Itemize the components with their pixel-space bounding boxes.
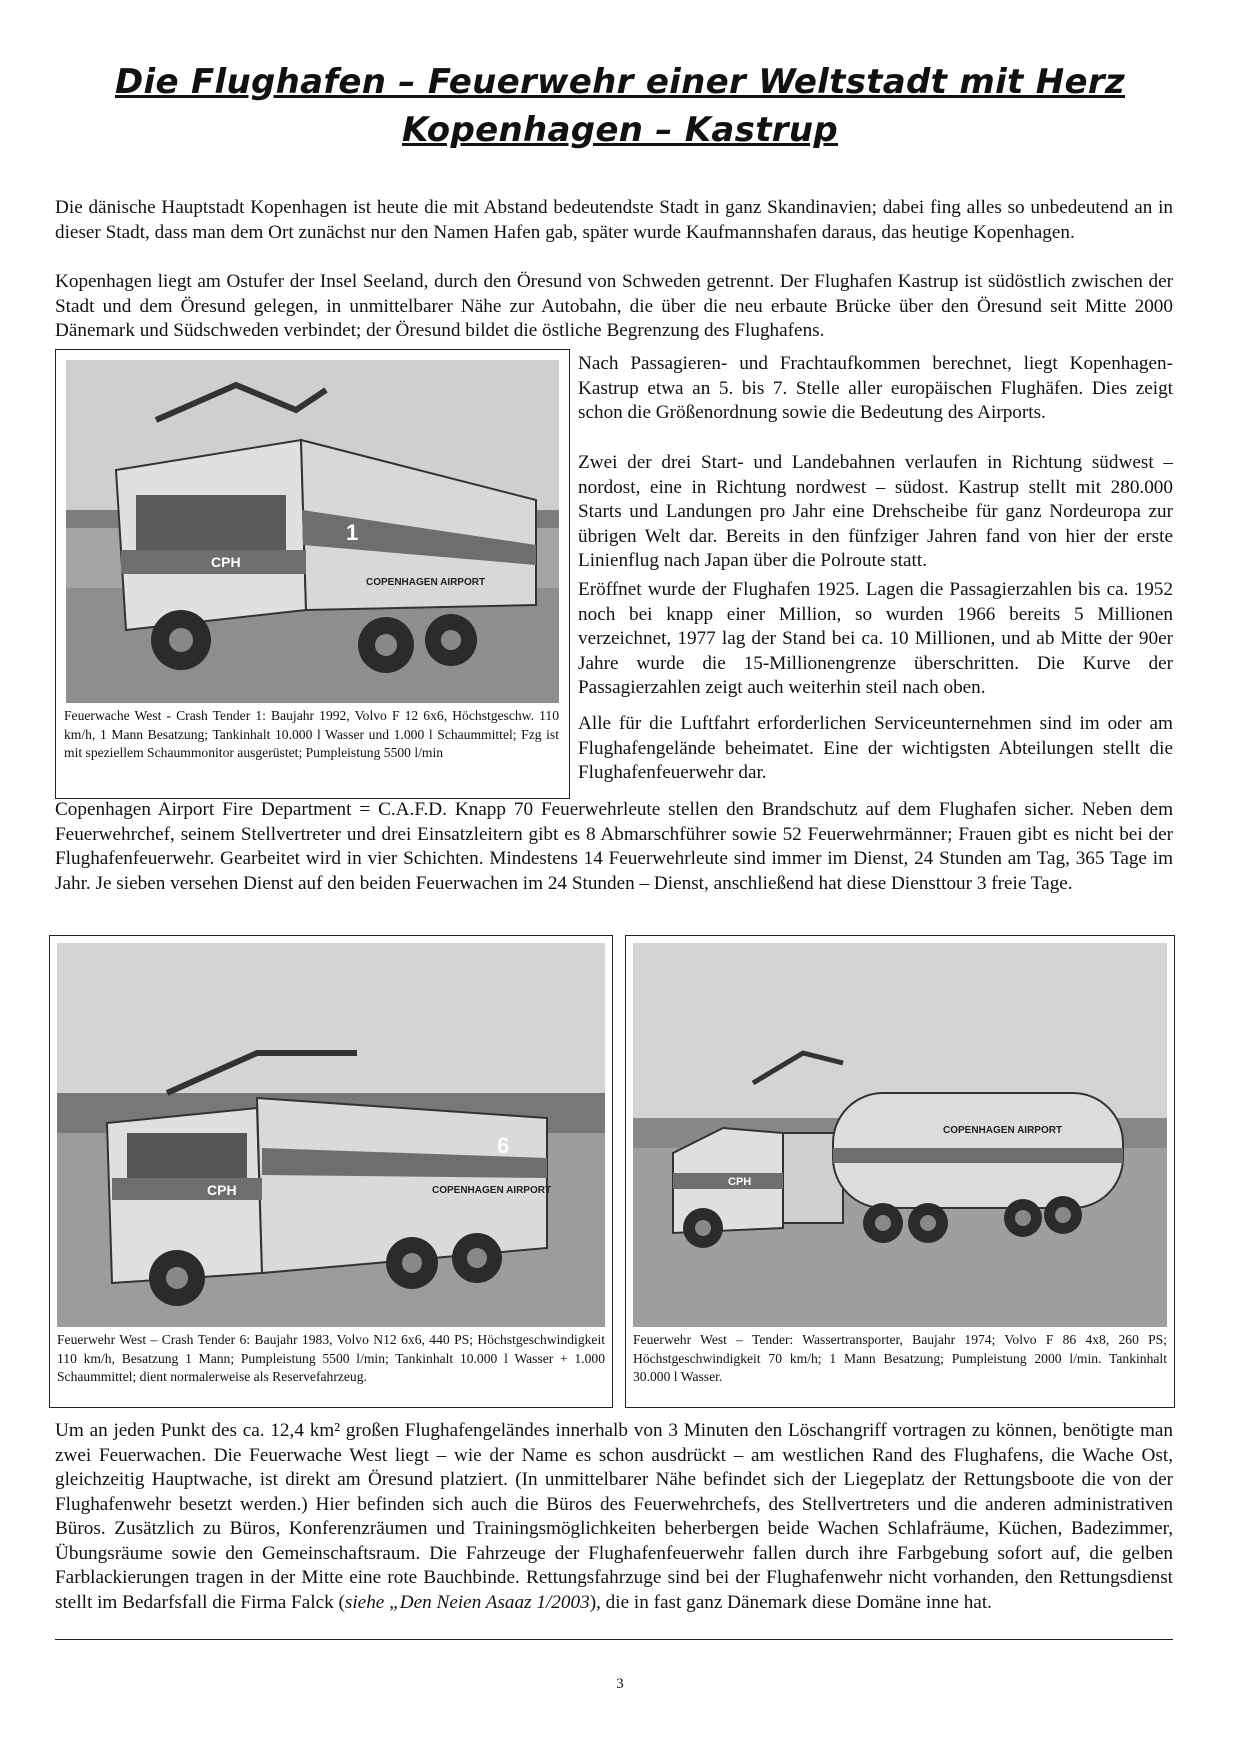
bottom-paragraph-reference: siehe „Den Neien Asaaz 1/2003: [344, 1591, 590, 1613]
photo-frame-crash-tender-1: [55, 349, 570, 799]
photo-water-tender: [633, 943, 1167, 1327]
caption-crash-tender-1: Feuerwache West - Crash Tender 1: Baujahr 1992, Volvo F 12 6x6, Höchstgeschw. 110 km/h, 1 Mann Besatzung; Tankinhalt 10.000 l Wasser und 1.000 l Schaummittel; Fzg ist mit speziellem Schaummonitor ausgerüstet; Pumpleistung 5500 l/min: [64, 708, 559, 760]
right-column-paragraph-4: Alle für die Luftfahrt erforderlichen Serviceunternehmen sind im oder am Flughafengelände beheimatet. Eine der wichtigsten Abteilungen stellt die Flughafenfeuerwehr dar.: [578, 713, 1173, 783]
truck-number-1: 1: [346, 520, 359, 545]
truck-label-airport: COPENHAGEN AIRPORT: [432, 1185, 552, 1196]
truck-number-6: 6: [497, 1133, 510, 1158]
right-column-paragraph-3: Eröffnet wurde der Flughafen 1925. Lagen die Passagierzahlen bis ca. 1952 noch bei knapp einer Million, so wurden 1966 bereits 5 Millionen verzeichnet, 1977 lag der Stand bei ca. 10 Millionen, und ab Mitte der 90er Jahre wurde die 15-Millionengrenze überschritten. Die Kurve der Passagierzahlen zeigt auch weiterhin steil nach oben.: [578, 579, 1173, 698]
caption-crash-tender-6: Feuerwehr West – Crash Tender 6: Baujahr 1983, Volvo N12 6x6, 440 PS; Höchstgeschwindigkeit 110 km/h, Besatzung 1 Mann; Pumpleistung 5500 l/min; Tankinhalt 10.000 l Wasser + 1.000 Schaummittel; dient normalerweise als Reservefahrzeug.: [57, 1332, 605, 1384]
truck-label-airport: COPENHAGEN AIRPORT: [943, 1125, 1063, 1136]
truck-label-cph: CPH: [211, 554, 241, 570]
intro-paragraph-1: Die dänische Hauptstadt Kopenhagen ist heute die mit Abstand bedeutendste Stadt in ganz Skandinavien; dabei fing alles so unbedeutend an in dieser Stadt, dass man dem Ort zunächst nur den Namen Hafen gab, später wurde Kaufmannshafen daraus, das heutige Kopenhagen.: [55, 197, 1173, 243]
page-subtitle: Kopenhagen – Kastrup: [402, 110, 838, 150]
photo-frame-water-tender: [625, 935, 1175, 1408]
truck-label-airport: COPENHAGEN AIRPORT: [366, 577, 486, 588]
bottom-paragraph-end: ), die in fast ganz Dänemark diese Domäne inne hat.: [589, 1591, 992, 1613]
photo-crash-tender-6: [57, 943, 605, 1327]
page-number: 3: [616, 1676, 624, 1692]
right-column-paragraph-1: Nach Passagieren- und Frachtaufkommen berechnet, liegt Kopenhagen-Kastrup etwa an 5. bis 7. Stelle aller europäischen Flughäfen. Dies zeigt schon die Größenordnung sowie die Bedeutung des Airports.: [578, 353, 1173, 423]
photo-crash-tender-1: [66, 360, 559, 703]
truck-label-cph: CPH: [728, 1176, 752, 1188]
right-column-paragraph-2: Zwei der drei Start- und Landebahnen verlaufen in Richtung südwest – nordost, eine in Richtung nordwest – südost. Kastrup stellt mit 280.000 Starts und Landungen pro Jahr eine Drehscheibe für ganz Nordeuropa zur übrigen Welt dar. Bereits in den fünfziger Jahren fand von hier der erste Linienflug nach Japan über die Polroute statt.: [578, 452, 1173, 571]
page-title: Die Flughafen – Feuerwehr einer Weltstadt mit Herz: [114, 62, 1125, 102]
bottom-paragraph-text: Um an jeden Punkt des ca. 12,4 km² großen Flughafengeländes innerhalb von 3 Minuten den Löschangriff vortragen zu können, benötigte man zwei Feuerwachen. Die Feuerwache West liegt – wie der Name es schon ausdrückt – am westlichen Rand des Flughafens, die Wache Ost, gleichzeitig Hauptwache, ist direkt am Öresund platziert. (In unmittelbarer Nähe befindet sich der Liegeplatz der Rettungsboote die von der Flughafenwehr besetzt werden.) Hier befinden sich auch die Büros des Feuerwehrchefs, des Stellvertreters und die anderen administrativen Büros. Zusätzlich zu Büros, Konferenzräumen und Trainingsmöglichkeiten beherbergen beide Wachen Schlafräume, Küchen, Badezimmer, Übungsräume sowie den Gemeinschaftsraum. Die Fahrzeuge der Flughafenfeuerwehr fallen durch ihre Farbgebung sofort auf, die gelben Farblackierungen tragen in der Mitte eine rote Bauchbinde. Rettungsfahrzuge sind bei der Flughafenwehr nicht vorhanden, den Rettungsdienst stellt im Bedarfsfall die Firma Falck (: [55, 1420, 1173, 1613]
photo-frame-crash-tender-6: [49, 935, 613, 1408]
truck-label-cph: CPH: [207, 1182, 237, 1198]
cafd-paragraph: Copenhagen Airport Fire Department = C.A.F.D. Knapp 70 Feuerwehrleute stellen den Brandschutz auf dem Flughafen sicher. Neben dem Feuerwehrchef, seinem Stellvertreter und drei Einsatzleitern gibt es 8 Abmarschführer sowie 52 Feuerwehrmänner; Frauen gibt es nicht bei der Flughafenfeuerwehr. Gearbeitet wird in vier Schichten. Mindestens 14 Feuerwehrleute sind immer im Dienst, 24 Stunden am Tag, 365 Tage im Jahr. Je sieben versehen Dienst auf den beiden Feuerwachen im 24 Stunden – Dienst, anschließend hat diese Diensttour 3 freie Tage.: [55, 799, 1173, 894]
bottom-paragraph: [55, 1419, 1173, 1615]
footer-rule: [55, 1639, 1173, 1640]
caption-water-tender: Feuerwehr West – Tender: Wassertransporter, Baujahr 1974; Volvo F 86 4x8, 260 PS; Höchstgeschwindigkeit 70 km/h; 1 Mann Besatzung; Pumpleistung 2000 l/min. Tankinhalt 30.000 l Wasser.: [633, 1332, 1167, 1384]
intro-paragraph-2: Kopenhagen liegt am Ostufer der Insel Seeland, durch den Öresund von Schweden getrennt. Der Flughafen Kastrup ist südöstlich zwischen der Stadt und dem Öresund gelegen, in unmittelbarer Nähe zur Autobahn, die über die neu erbaute Brücke über den Öresund seit Mitte 2000 Dänemark und Südschweden verbindet; der Öresund bildet die östliche Begrenzung des Flughafens.: [55, 271, 1173, 341]
